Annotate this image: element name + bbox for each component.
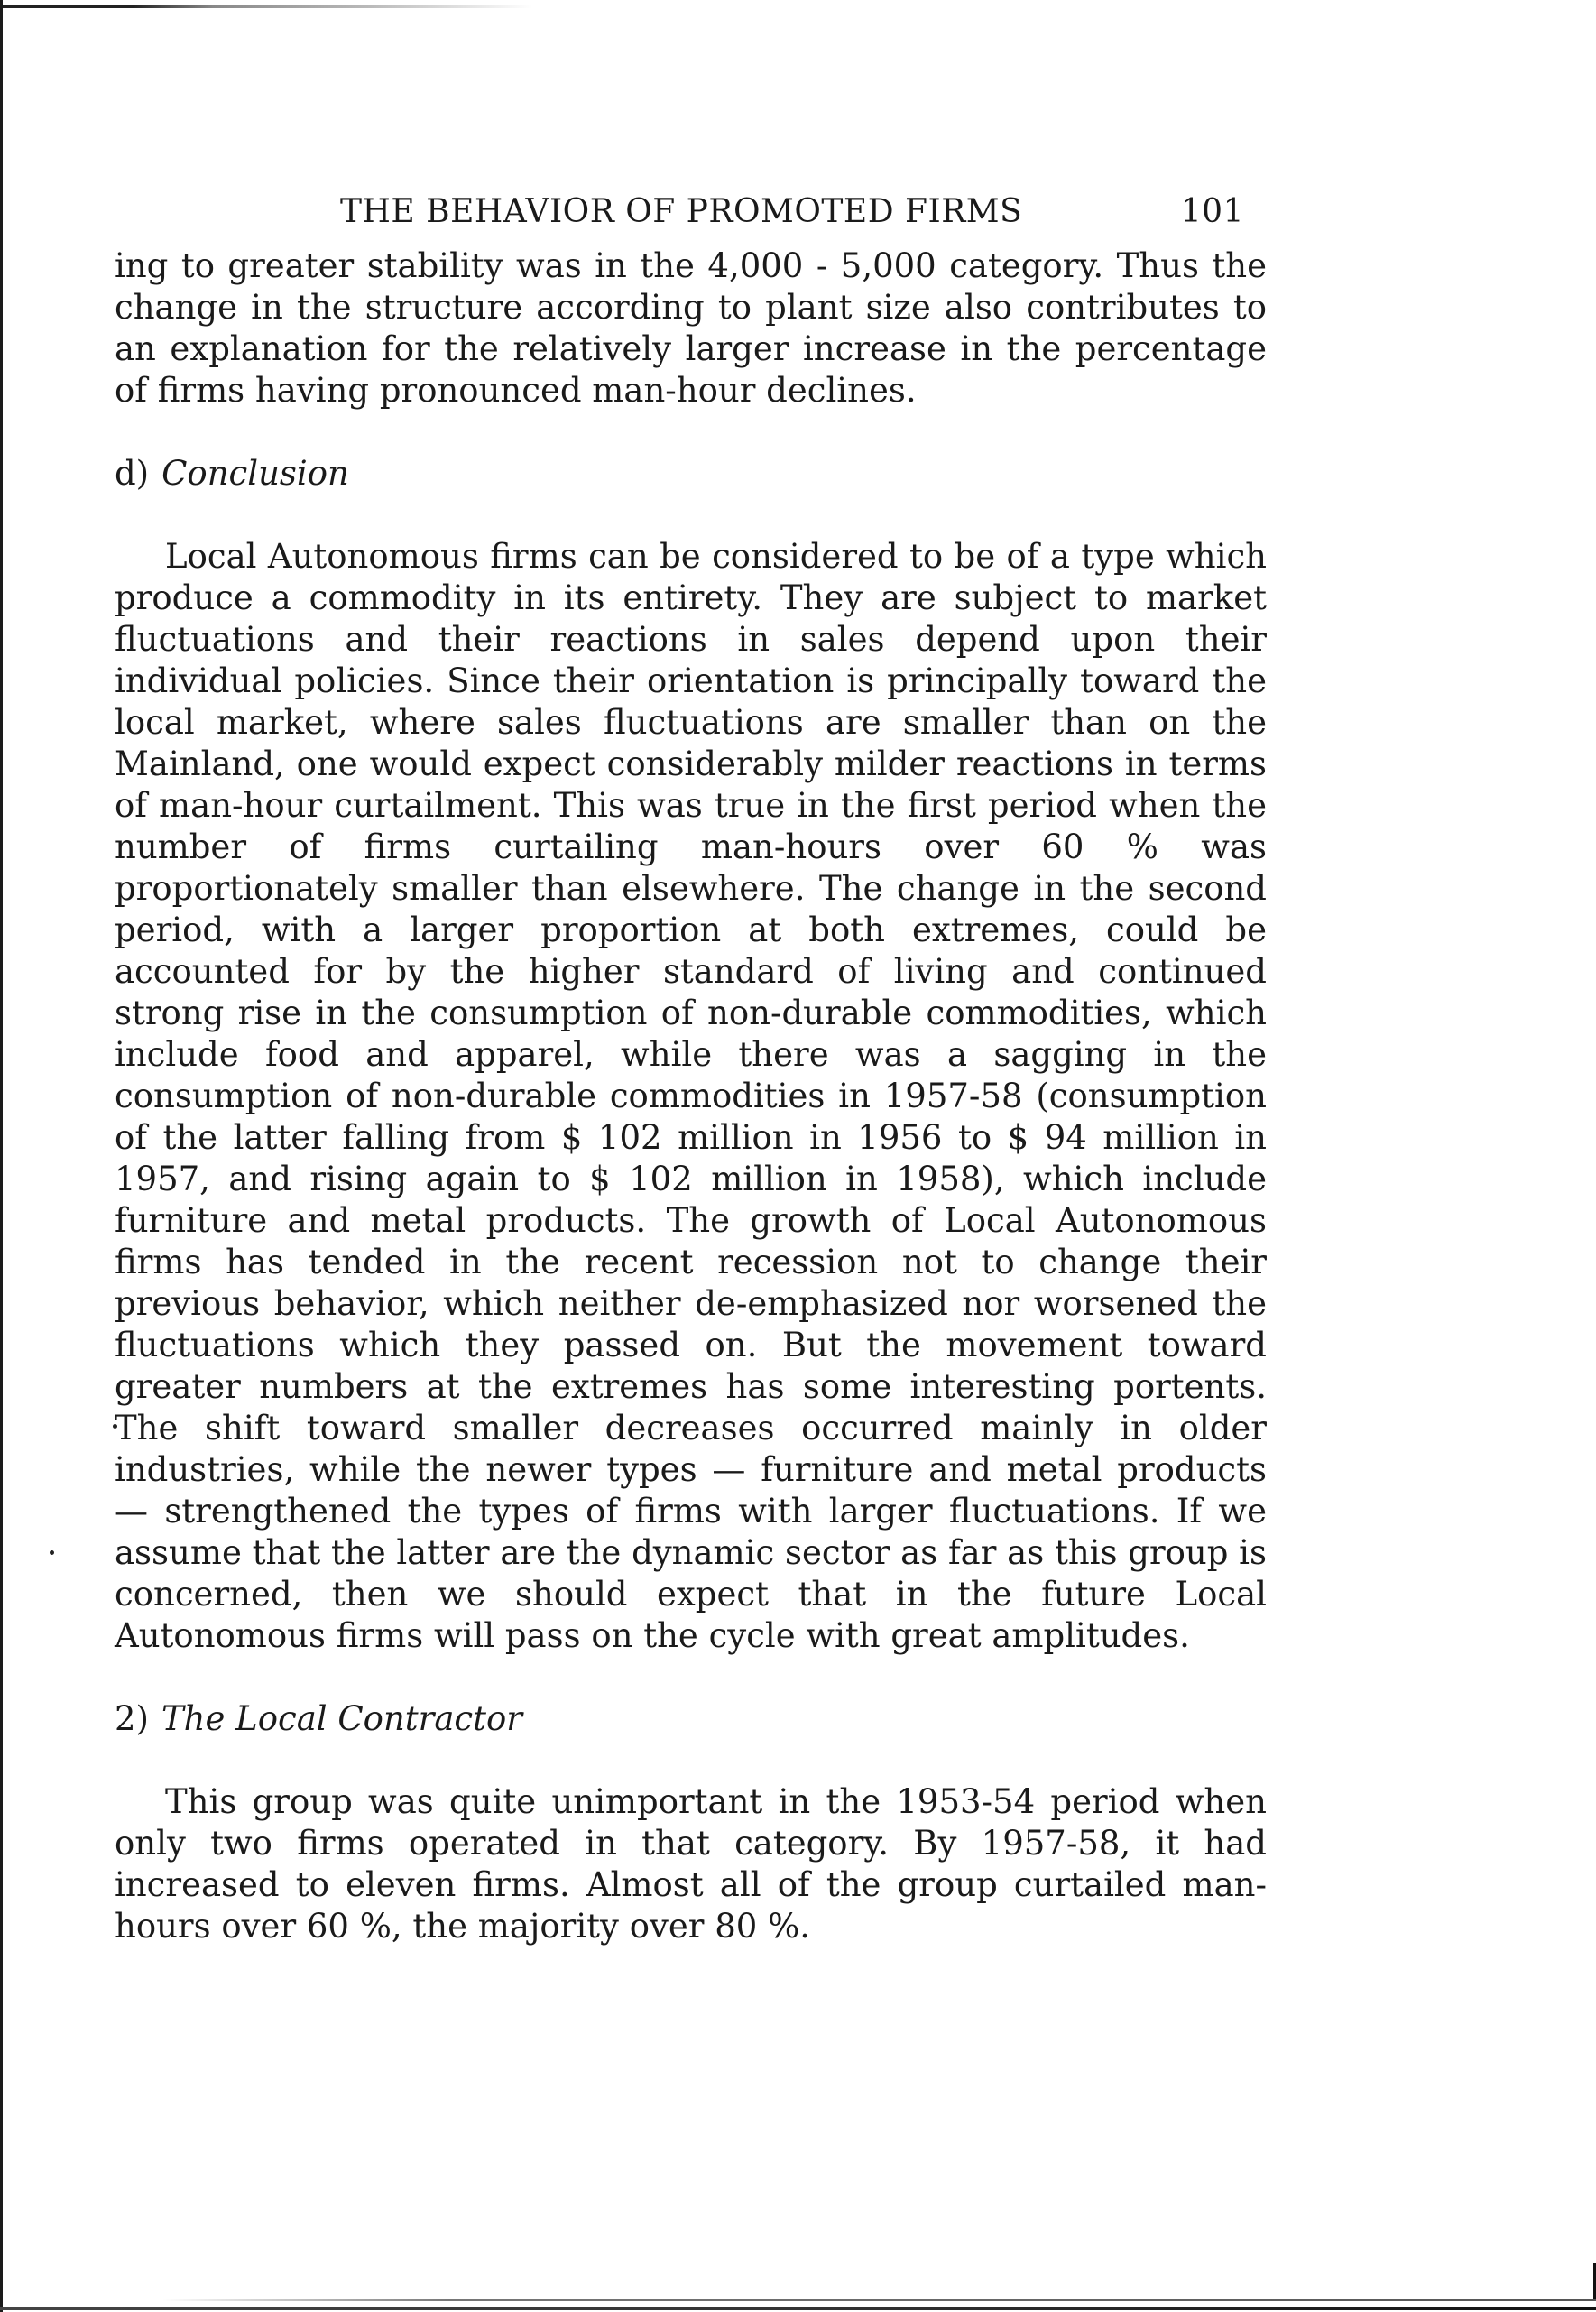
running-head bbox=[115, 191, 1267, 233]
conclusion-paragraph: Local Autonomous firms can be considered to be of a type which produce a commodity in its entirety. They are subject to market fluctuations and their reactions in sales depend upon their individual policies. Since their orientation is principally toward the local market, where sales fluctuations are smaller than on the Mainland, one would expect considerably milder reactions in terms of man-hour curtailment. This was true in the first period when the number of firms curtailing man-hours over 60 % was proportionately smaller than elsewhere. The change in the second period, with a larger proportion at both extremes, could be accounted for by the higher standard of living and continued strong rise in the consumption of non-durable commodities, which include food and apparel, while there was a sagging in the consumption of non-durable commodities in 1957-58 (consumption of the latter falling from $ 102 million in 1956 to $ 94 million in 1957, and rising again to $ 102 million in 1958), which include furniture and metal products. The growth of Local Autonomous firms has tended in the recent recession not to change their previous behavior, which neither de-emphasized nor worsened the fluctuations which they passed on. But the movement toward greater numbers at the extremes has some interesting portents. The shift toward smaller decreases occurred mainly in older industries, while the newer types — furniture and metal products — strengthened the types of firms with larger fluctuations. If we assume that the latter are the dynamic sector as far as this group is concerned, then we should expect that in the future Local Autonomous firms will pass on the cycle with great amplitudes. bbox=[115, 537, 1268, 1655]
margin-speck bbox=[50, 1550, 54, 1555]
scan-edge-left bbox=[0, 0, 3, 2312]
scan-edge-top bbox=[0, 5, 532, 8]
page-body bbox=[115, 191, 1267, 1947]
section-label: 2) bbox=[115, 1699, 149, 1738]
running-title: THE BEHAVIOR OF PROMOTED FIRMS bbox=[340, 193, 1023, 230]
section-title: The Local Contractor bbox=[161, 1699, 522, 1738]
continuation-paragraph: ing to greater stability was in the 4,000 - 5,000 category. Thus the change in the structure according to plant size also contributes to an explanation for the relatively larger increase in the percentage of firms having pronounced man-hour declines. bbox=[115, 246, 1267, 410]
scan-edge-bottom-inner bbox=[162, 2299, 1596, 2301]
section-label: d) bbox=[115, 454, 150, 493]
local-contractor-paragraph: This group was quite unimportant in the 1953-54 period when only two firms operated in that category. By 1957-58, it had increased to eleven firms. Almost all of the group curtailed man-hours over 60 %, the majority over 80 %. bbox=[115, 1782, 1267, 1946]
section-heading-local-contractor bbox=[115, 1698, 1267, 1740]
scan-edge-bottom bbox=[0, 2307, 1596, 2310]
section-heading-conclusion bbox=[115, 453, 1267, 495]
section-title: Conclusion bbox=[161, 454, 349, 493]
page-number: 101 bbox=[1180, 193, 1244, 230]
